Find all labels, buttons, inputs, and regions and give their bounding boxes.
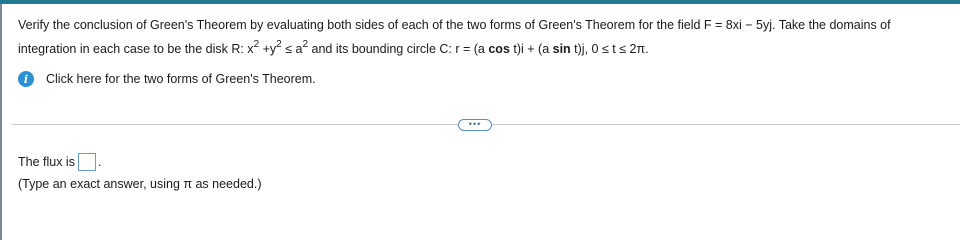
top-accent-bar: [0, 0, 960, 4]
info-icon: i: [18, 71, 34, 87]
answer-instructions: (Type an exact answer, using π as needed.): [18, 177, 262, 191]
question-text: [18, 13, 948, 63]
expand-more-button[interactable]: [458, 119, 492, 131]
greens-theorem-hint-link[interactable]: [18, 71, 316, 87]
ellipsis-icon: •••: [468, 118, 482, 129]
answer-row: [18, 153, 101, 171]
left-border: [0, 4, 2, 240]
question-line-1: Verify the conclusion of Green's Theorem by evaluating both sides of each of the two forms of Green's Theorem for the field F = 8xi − 5yj. Take the domains of: [18, 18, 891, 32]
answer-label: The flux is: [18, 155, 75, 169]
hint-label: Click here for the two forms of Green's Theorem.: [46, 72, 316, 86]
question-line-2: integration in each case to be the disk R: $x^2 +y^2 \le a^2$ and its bounding circle C: r = (a cos t)i + (a sin t)j, 0 ≤ t ≤ 2π.: [18, 39, 649, 56]
flux-answer-input[interactable]: [78, 153, 96, 171]
answer-suffix: .: [97, 155, 102, 169]
